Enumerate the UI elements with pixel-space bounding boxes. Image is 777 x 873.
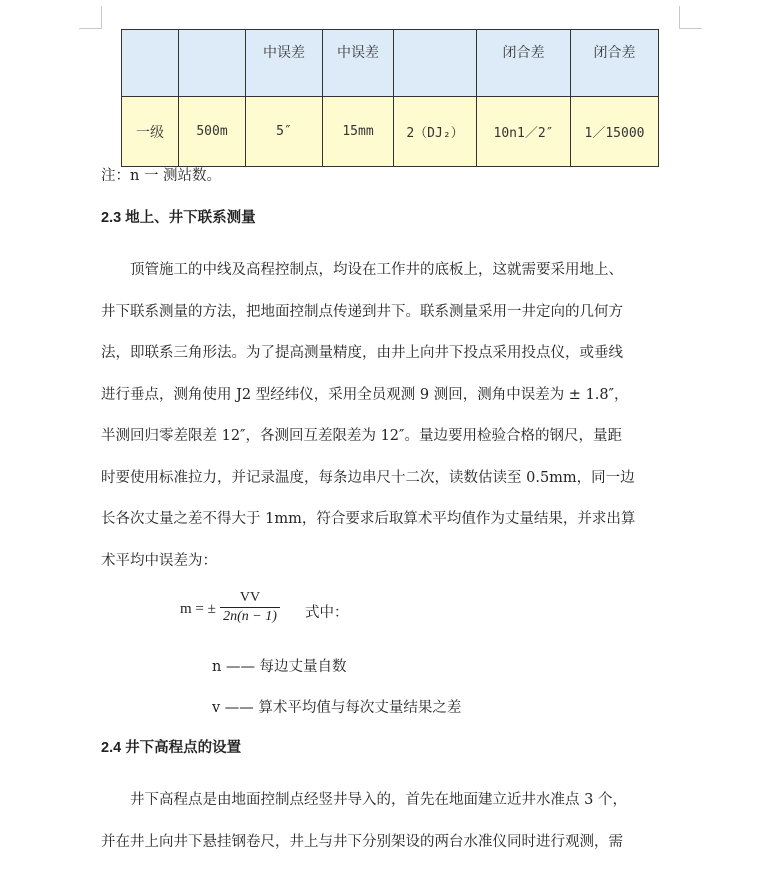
paragraph-line: 顶管施工的中线及高程控制点，均设在工作井的底板上，这就需要采用地上、 bbox=[101, 260, 681, 302]
paragraph-line: 长各次丈量之差不得大于 1mm，符合要求后取算术平均值作为丈量结果，并求出算 bbox=[101, 509, 681, 551]
paragraph-line: 井下联系测量的方法，把地面控制点传递到井下。联系测量采用一井定向的几何方 bbox=[101, 302, 681, 344]
section-heading: 2.3 地上、井下联系测量 bbox=[101, 208, 256, 228]
paragraph-line: 术平均中误差为： bbox=[101, 551, 681, 593]
crop-mark-top-right bbox=[679, 6, 702, 29]
table-header-cell bbox=[122, 30, 179, 97]
table-cell: 500m bbox=[179, 97, 246, 167]
table-header-cell bbox=[179, 30, 246, 97]
table-cell: 一级 bbox=[122, 97, 179, 167]
paragraph-line: 井下高程点是由地面控制点经竖井导入的，首先在地面建立近井水准点 3 个， bbox=[101, 790, 681, 832]
formula-numerator: VV bbox=[220, 590, 280, 608]
paragraph-line: 并在井上向井下悬挂钢卷尺，井上与井下分别架设的两台水准仪同时进行观测，需 bbox=[101, 832, 681, 873]
crop-mark-top-left bbox=[79, 6, 102, 29]
definition-item: v —— 算术平均值与每次丈量结果之差 bbox=[212, 696, 461, 717]
table-header-cell: 闭合差 bbox=[571, 30, 659, 97]
paragraph bbox=[101, 790, 681, 873]
table-header-cell: 中误差 bbox=[323, 30, 394, 97]
paragraph bbox=[101, 260, 681, 592]
formula-lhs: m = ± bbox=[180, 601, 216, 618]
table-cell: 10n1／2″ bbox=[477, 97, 571, 167]
table-cell: 2（DJ₂） bbox=[394, 97, 477, 167]
table-note: 注：n 一 测站数。 bbox=[101, 166, 221, 186]
table-cell: 15mm bbox=[323, 97, 394, 167]
table-cell: 5″ bbox=[246, 97, 323, 167]
table-header-row bbox=[122, 30, 659, 97]
formula-denominator: 2n(n − 1) bbox=[220, 608, 280, 625]
table-header-cell: 中误差 bbox=[246, 30, 323, 97]
definition-item: n —— 每边丈量自数 bbox=[212, 655, 347, 676]
paragraph-line: 半测回归零差限差 12″，各测回互差限差为 12″。量边要用检验合格的钢尺，量距 bbox=[101, 426, 681, 468]
accuracy-table bbox=[121, 29, 659, 167]
paragraph-line: 法，即联系三角形法。为了提高测量精度，由井上向井下投点采用投点仪，或垂线 bbox=[101, 343, 681, 385]
formula-fraction bbox=[220, 590, 280, 625]
table-header-cell: 闭合差 bbox=[477, 30, 571, 97]
formula-where-label: 式中： bbox=[305, 601, 349, 622]
section-heading: 2.4 井下高程点的设置 bbox=[101, 738, 241, 758]
paragraph-line: 进行垂点，测角使用 J2 型经纬仪，采用全员观测 9 测回，测角中误差为 ± 1.8″， bbox=[101, 385, 681, 427]
paragraph-line: 时要使用标准拉力，并记录温度，每条边串尺十二次，读数估读至 0.5mm，同一边 bbox=[101, 468, 681, 510]
table-cell: 1／15000 bbox=[571, 97, 659, 167]
table-header-cell bbox=[394, 30, 477, 97]
table-row bbox=[122, 97, 659, 167]
